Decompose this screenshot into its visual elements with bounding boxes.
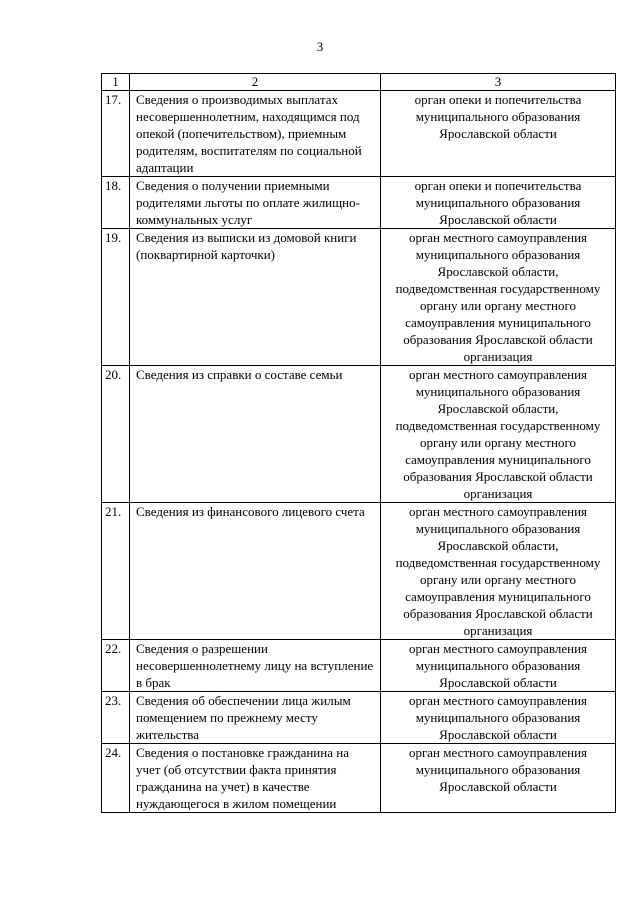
table-row bbox=[102, 91, 616, 177]
row-number: 23. bbox=[102, 692, 130, 744]
table-row bbox=[102, 640, 616, 692]
row-source: орган местного самоуправления муниципального образования Ярославской области bbox=[381, 744, 616, 813]
row-source: орган местного самоуправления муниципального образования Ярославской области, подведомственная государственному органу или органу местного самоуправления муниципального образования Ярославской области организация bbox=[381, 366, 616, 503]
table-row bbox=[102, 366, 616, 503]
row-number: 19. bbox=[102, 229, 130, 366]
row-number: 18. bbox=[102, 177, 130, 229]
row-source: орган опеки и попечительства муниципального образования Ярославской области bbox=[381, 177, 616, 229]
column-header-information: 2 bbox=[130, 74, 381, 91]
row-information: Сведения из справки о составе семьи bbox=[130, 366, 381, 503]
row-source: орган местного самоуправления муниципального образования Ярославской области, подведомственная государственному органу или органу местного самоуправления муниципального образования Ярославской области организация bbox=[381, 503, 616, 640]
table-row bbox=[102, 229, 616, 366]
document-table bbox=[101, 73, 616, 813]
table-row bbox=[102, 503, 616, 640]
row-source: орган местного самоуправления муниципального образования Ярославской области bbox=[381, 640, 616, 692]
row-information: Сведения о постановке гражданина на учет (об отсутствии факта принятия гражданина на учет) в качестве нуждающегося в жилом помещении bbox=[130, 744, 381, 813]
table-row bbox=[102, 692, 616, 744]
row-source: орган опеки и попечительства муниципального образования Ярославской области bbox=[381, 91, 616, 177]
row-number: 21. bbox=[102, 503, 130, 640]
row-number: 24. bbox=[102, 744, 130, 813]
row-information: Сведения из финансового лицевого счета bbox=[130, 503, 381, 640]
page-number: 3 bbox=[316, 39, 324, 54]
row-source: орган местного самоуправления муниципального образования Ярославской области bbox=[381, 692, 616, 744]
table-row bbox=[102, 177, 616, 229]
row-number: 22. bbox=[102, 640, 130, 692]
row-source: орган местного самоуправления муниципального образования Ярославской области, подведомственная государственному органу или органу местного самоуправления муниципального образования Ярославской области организация bbox=[381, 229, 616, 366]
column-header-source: 3 bbox=[381, 74, 616, 91]
row-number: 17. bbox=[102, 91, 130, 177]
row-number: 20. bbox=[102, 366, 130, 503]
row-information: Сведения из выписки из домовой книги (поквартирной карточки) bbox=[130, 229, 381, 366]
row-information: Сведения об обеспечении лица жилым помещением по прежнему месту жительства bbox=[130, 692, 381, 744]
column-header-number: 1 bbox=[102, 74, 130, 91]
table-row bbox=[102, 744, 616, 813]
table-header-row bbox=[102, 74, 616, 91]
row-information: Сведения о разрешении несовершеннолетнему лицу на вступление в брак bbox=[130, 640, 381, 692]
row-information: Сведения о производимых выплатах несовершеннолетним, находящимся под опекой (попечительством), приемным родителям, воспитателям по социальной адаптации bbox=[130, 91, 381, 177]
row-information: Сведения о получении приемными родителями льготы по оплате жилищно-коммунальных услуг bbox=[130, 177, 381, 229]
